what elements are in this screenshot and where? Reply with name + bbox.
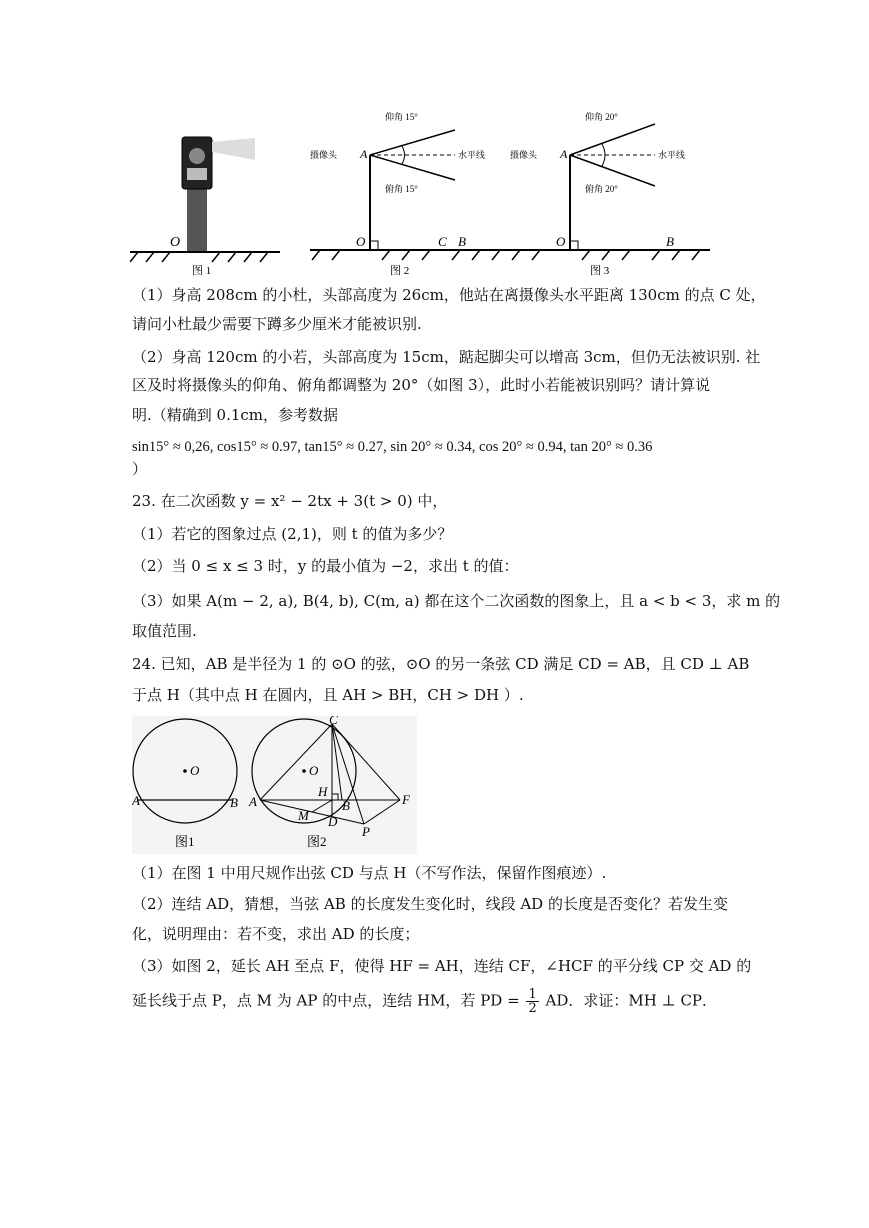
half-fraction — [526, 988, 538, 1015]
cfig2-A: A — [249, 794, 257, 809]
fig3-camera-label: 摄像头 — [510, 150, 538, 160]
cfig1-B: B — [230, 795, 238, 810]
q22-part2-line1: （2）身高 120cm 的小若，头部高度为 15cm，踮起脚尖可以增高 3cm，但仍无法被识别. 社 — [132, 348, 761, 366]
q22-closing-paren: ） — [132, 460, 148, 478]
fraction-denominator: 2 — [528, 1001, 537, 1016]
q22-reference-data: sin15° ≈ 0,26, cos15° ≈ 0.97, tan15° ≈ 0.27, sin 20° ≈ 0.34, cos 20° ≈ 0.94, tan 20° ≈ 0.36 — [132, 439, 653, 455]
fig3-point-B: B — [666, 234, 674, 249]
fig2-horizontal-label: 水平线 — [458, 150, 486, 160]
fig3-point-O: O — [556, 234, 566, 249]
fig2-camera-label: 摄像头 — [310, 150, 338, 160]
fig2-point-A: A — [360, 147, 368, 161]
cfig2-M: M — [298, 808, 309, 823]
fig2-point-C: C — [438, 234, 447, 249]
fraction-numerator: 1 — [528, 987, 537, 1002]
q23-stem: 23. 在二次函数 y = x² − 2tx + 3(t > 0) 中， — [132, 492, 448, 510]
fig2-caption: 图 2 — [390, 265, 410, 277]
q23-part3-line2: 取值范围. — [132, 622, 197, 640]
fig1-caption: 图 1 — [192, 265, 212, 277]
camera-figures — [130, 100, 730, 280]
fig2-elevation-label: 仰角 15° — [385, 112, 418, 122]
q24-part3-line1: （3）如图 2，延长 AH 至点 F，使得 HF = AH，连结 CF，∠HCF 的平分线 CP 交 AD 的 — [132, 957, 752, 975]
q22-part1-line1: （1）身高 208cm 的小杜，头部高度为 26cm，他站在离摄像头水平距离 130cm 的点 C 处， — [132, 286, 766, 304]
figure-2 — [310, 100, 510, 280]
q24-part1: （1）在图 1 中用尺规作出弦 CD 与点 H（不写作法，保留作图痕迹）. — [132, 864, 607, 882]
q24-part2-line2: 化，说明理由：若不变，求出 AD 的长度； — [132, 925, 420, 943]
q22-part1-line2: 请问小杜最少需要下蹲多少厘米才能被识别. — [132, 315, 422, 333]
cfig2-caption: 图2 — [307, 834, 327, 849]
q24-part3-line2-b: AD．求证：MH ⊥ CP． — [545, 991, 718, 1010]
fig3-depression-label: 俯角 20° — [585, 184, 618, 194]
cfig2-P: P — [362, 824, 370, 839]
fig3-caption: 图 3 — [590, 265, 610, 277]
q24-stem-line1: 24. 已知，AB 是半径为 1 的 ⊙O 的弦，⊙O 的另一条弦 CD 满足 CD = AB，且 CD ⊥ AB — [132, 655, 750, 673]
q24-stem-line2: 于点 H（其中点 H 在圆内，且 AH > BH，CH > DH ）. — [132, 686, 524, 704]
cfig2-F: F — [402, 792, 410, 807]
cfig2-D: D — [328, 814, 338, 829]
q24-part2-line1: （2）连结 AD，猜想，当弦 AB 的长度发生变化时，线段 AD 的长度是否变化？若发生变 — [132, 895, 728, 913]
q23-part3-line1: （3）如果 A(m − 2, a), B(4, b), C(m, a) 都在这个二次函数的图象上，且 a < b < 3，求 m 的 — [132, 592, 781, 610]
circle-figures — [132, 716, 417, 854]
cfig2-C: C — [329, 716, 338, 727]
cfig2-B: B — [342, 798, 350, 813]
fig3-point-A: A — [560, 147, 568, 161]
q23-part1: （1）若它的图象过点 (2,1)，则 t 的值为多少？ — [132, 525, 453, 543]
fig1-point-O: O — [170, 235, 181, 250]
cfig2-H: H — [318, 784, 328, 799]
cfig2-O: O — [309, 763, 319, 778]
cfig1-caption: 图1 — [175, 834, 195, 849]
fig2-depression-label: 俯角 15° — [385, 184, 418, 194]
q22-part2-line3: 明.（精确到 0.1cm，参考数据 — [132, 406, 339, 424]
q23-part2: （2）当 0 ≤ x ≤ 3 时，y 的最小值为 −2，求出 t 的值： — [132, 557, 519, 575]
fig2-point-B: B — [458, 234, 466, 249]
figure-1 — [130, 100, 280, 280]
figure-3 — [510, 100, 710, 280]
q22-part2-line2: 区及时将摄像头的仰角、俯角都调整为 20°（如图 3），此时小若能被识别吗？请计算说 — [132, 376, 711, 394]
fig2-point-O: O — [356, 234, 366, 249]
fig3-horizontal-label: 水平线 — [658, 150, 686, 160]
q24-part3-line2 — [132, 988, 717, 1015]
fig3-elevation-label: 仰角 20° — [585, 112, 618, 122]
q24-part3-line2-a: 延长线于点 P，点 M 为 AP 的中点，连结 HM，若 PD = — [132, 991, 520, 1010]
cfig1-A: A — [132, 793, 140, 808]
cfig1-O: O — [190, 763, 200, 778]
